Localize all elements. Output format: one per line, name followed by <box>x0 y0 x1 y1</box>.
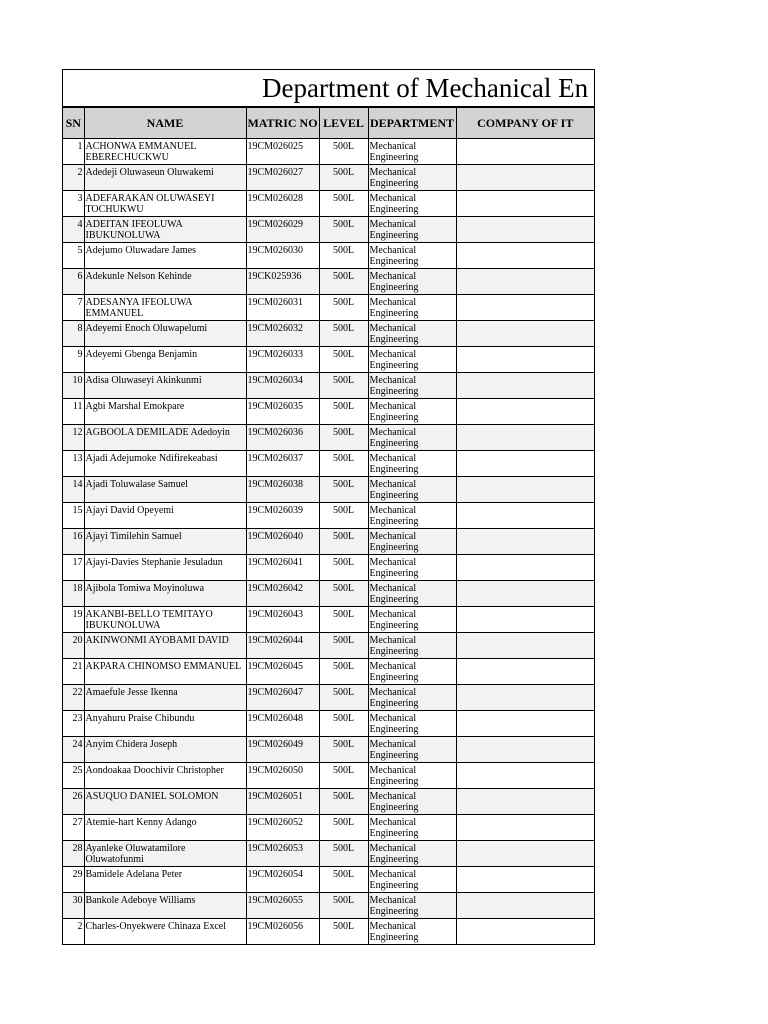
cell-name: Bankole Adeboye Williams <box>84 893 246 919</box>
cell-name: Anyim Chidera Joseph <box>84 737 246 763</box>
cell-department: Mechanical Engineering <box>368 191 456 217</box>
table-row <box>63 295 594 321</box>
cell-matric-no: 19CM026051 <box>246 789 319 815</box>
cell-company <box>456 685 594 711</box>
cell-department: Mechanical Engineering <box>368 399 456 425</box>
cell-level: 500L <box>319 139 368 165</box>
cell-level: 500L <box>319 243 368 269</box>
cell-department: Mechanical Engineering <box>368 295 456 321</box>
cell-sn: 28 <box>63 841 84 867</box>
cell-matric-no: 19CM026049 <box>246 737 319 763</box>
cell-name: Adekunle Nelson Kehinde <box>84 269 246 295</box>
title-row <box>63 69 594 107</box>
spreadsheet <box>62 69 595 945</box>
cell-sn: 26 <box>63 789 84 815</box>
cell-level: 500L <box>319 737 368 763</box>
header-company: COMPANY OF IT <box>456 108 594 139</box>
cell-name: Bamidele Adelana Peter <box>84 867 246 893</box>
table-row <box>63 893 594 919</box>
cell-matric-no: 19CM026036 <box>246 425 319 451</box>
cell-matric-no: 19CM026037 <box>246 451 319 477</box>
cell-level: 500L <box>319 165 368 191</box>
cell-matric-no: 19CM026044 <box>246 633 319 659</box>
cell-sn: 29 <box>63 867 84 893</box>
table-row <box>63 633 594 659</box>
table-row <box>63 243 594 269</box>
cell-name: Aondoakaa Doochivir Christopher <box>84 763 246 789</box>
table-row <box>63 321 594 347</box>
cell-company <box>456 737 594 763</box>
cell-matric-no: 19CM026047 <box>246 685 319 711</box>
header-level: LEVEL <box>319 108 368 139</box>
cell-name: Agbi Marshal Emokpare <box>84 399 246 425</box>
table-row <box>63 685 594 711</box>
cell-name: Anyahuru Praise Chibundu <box>84 711 246 737</box>
table-row <box>63 503 594 529</box>
cell-level: 500L <box>319 373 368 399</box>
table-row <box>63 607 594 633</box>
table-row <box>63 711 594 737</box>
cell-matric-no: 19CM026053 <box>246 841 319 867</box>
table-row <box>63 529 594 555</box>
cell-company <box>456 243 594 269</box>
cell-sn: 30 <box>63 893 84 919</box>
cell-department: Mechanical Engineering <box>368 503 456 529</box>
cell-company <box>456 633 594 659</box>
cell-department: Mechanical Engineering <box>368 633 456 659</box>
cell-level: 500L <box>319 425 368 451</box>
cell-department: Mechanical Engineering <box>368 867 456 893</box>
cell-department: Mechanical Engineering <box>368 607 456 633</box>
cell-level: 500L <box>319 217 368 243</box>
header-matric-no: MATRIC NO <box>246 108 319 139</box>
cell-level: 500L <box>319 711 368 737</box>
cell-name: Ajayi Timilehin Samuel <box>84 529 246 555</box>
cell-sn: 1 <box>63 139 84 165</box>
cell-department: Mechanical Engineering <box>368 425 456 451</box>
cell-matric-no: 19CK025936 <box>246 269 319 295</box>
page-title: Department of Mechanical En <box>262 73 589 103</box>
cell-name: AKANBI-BELLO TEMITAYO IBUKUNOLUWA <box>84 607 246 633</box>
cell-name: ACHONWA EMMANUEL EBERECHUCKWU <box>84 139 246 165</box>
cell-level: 500L <box>319 815 368 841</box>
cell-matric-no: 19CM026032 <box>246 321 319 347</box>
cell-name: Ajadi Adejumoke Ndifirekeabasi <box>84 451 246 477</box>
cell-department: Mechanical Engineering <box>368 815 456 841</box>
table-row <box>63 789 594 815</box>
table-row <box>63 763 594 789</box>
table-row <box>63 919 594 945</box>
cell-company <box>456 347 594 373</box>
cell-level: 500L <box>319 919 368 945</box>
cell-department: Mechanical Engineering <box>368 893 456 919</box>
cell-level: 500L <box>319 633 368 659</box>
cell-name: Atemie-hart Kenny Adango <box>84 815 246 841</box>
cell-company <box>456 321 594 347</box>
cell-company <box>456 295 594 321</box>
cell-level: 500L <box>319 399 368 425</box>
cell-company <box>456 607 594 633</box>
cell-department: Mechanical Engineering <box>368 581 456 607</box>
cell-level: 500L <box>319 763 368 789</box>
cell-department: Mechanical Engineering <box>368 477 456 503</box>
cell-level: 500L <box>319 659 368 685</box>
cell-sn: 16 <box>63 529 84 555</box>
cell-level: 500L <box>319 867 368 893</box>
cell-company <box>456 841 594 867</box>
cell-level: 500L <box>319 321 368 347</box>
cell-name: ADESANYA IFEOLUWA EMMANUEL <box>84 295 246 321</box>
table-row <box>63 217 594 243</box>
cell-department: Mechanical Engineering <box>368 373 456 399</box>
cell-matric-no: 19CM026042 <box>246 581 319 607</box>
cell-company <box>456 191 594 217</box>
cell-name: Adeyemi Enoch Oluwapelumi <box>84 321 246 347</box>
cell-matric-no: 19CM026056 <box>246 919 319 945</box>
cell-company <box>456 867 594 893</box>
cell-sn: 11 <box>63 399 84 425</box>
cell-department: Mechanical Engineering <box>368 919 456 945</box>
cell-company <box>456 425 594 451</box>
cell-company <box>456 451 594 477</box>
cell-name: Adisa Oluwaseyi Akinkunmi <box>84 373 246 399</box>
cell-matric-no: 19CM026052 <box>246 815 319 841</box>
cell-matric-no: 19CM026043 <box>246 607 319 633</box>
table-row <box>63 139 594 165</box>
cell-name: Adeyemi Gbenga Benjamin <box>84 347 246 373</box>
cell-sn: 12 <box>63 425 84 451</box>
cell-company <box>456 815 594 841</box>
cell-company <box>456 763 594 789</box>
cell-name: ASUQUO DANIEL SOLOMON <box>84 789 246 815</box>
cell-matric-no: 19CM026045 <box>246 659 319 685</box>
cell-sn: 21 <box>63 659 84 685</box>
cell-name: Ajibola Tomiwa Moyinoluwa <box>84 581 246 607</box>
cell-matric-no: 19CM026038 <box>246 477 319 503</box>
cell-matric-no: 19CM026055 <box>246 893 319 919</box>
cell-matric-no: 19CM026034 <box>246 373 319 399</box>
cell-level: 500L <box>319 789 368 815</box>
cell-name: Ajayi David Opeyemi <box>84 503 246 529</box>
cell-matric-no: 19CM026031 <box>246 295 319 321</box>
table-row <box>63 191 594 217</box>
cell-level: 500L <box>319 269 368 295</box>
cell-department: Mechanical Engineering <box>368 711 456 737</box>
cell-company <box>456 919 594 945</box>
cell-matric-no: 19CM026040 <box>246 529 319 555</box>
cell-level: 500L <box>319 295 368 321</box>
cell-name: ADEFARAKAN OLUWASEYI TOCHUKWU <box>84 191 246 217</box>
cell-sn: 22 <box>63 685 84 711</box>
cell-department: Mechanical Engineering <box>368 789 456 815</box>
cell-sn: 25 <box>63 763 84 789</box>
cell-company <box>456 217 594 243</box>
cell-matric-no: 19CM026029 <box>246 217 319 243</box>
cell-department: Mechanical Engineering <box>368 139 456 165</box>
cell-sn: 2 <box>63 919 84 945</box>
cell-level: 500L <box>319 685 368 711</box>
cell-company <box>456 529 594 555</box>
cell-sn: 7 <box>63 295 84 321</box>
cell-name: AKINWONMI AYOBAMI DAVID <box>84 633 246 659</box>
table-row <box>63 867 594 893</box>
table-row <box>63 373 594 399</box>
cell-company <box>456 555 594 581</box>
cell-sn: 24 <box>63 737 84 763</box>
table-row <box>63 269 594 295</box>
cell-sn: 6 <box>63 269 84 295</box>
table-body <box>63 139 594 945</box>
cell-company <box>456 581 594 607</box>
cell-department: Mechanical Engineering <box>368 763 456 789</box>
cell-company <box>456 477 594 503</box>
cell-name: Charles-Onyekwere Chinaza Excel <box>84 919 246 945</box>
cell-level: 500L <box>319 451 368 477</box>
header-department: DEPARTMENT <box>368 108 456 139</box>
cell-sn: 8 <box>63 321 84 347</box>
cell-level: 500L <box>319 503 368 529</box>
cell-sn: 23 <box>63 711 84 737</box>
cell-company <box>456 789 594 815</box>
cell-name: Amaefule Jesse Ikenna <box>84 685 246 711</box>
cell-company <box>456 893 594 919</box>
cell-company <box>456 165 594 191</box>
cell-sn: 3 <box>63 191 84 217</box>
cell-matric-no: 19CM026033 <box>246 347 319 373</box>
cell-matric-no: 19CM026035 <box>246 399 319 425</box>
cell-company <box>456 269 594 295</box>
table-row <box>63 659 594 685</box>
cell-matric-no: 19CM026030 <box>246 243 319 269</box>
header-sn: SN <box>63 108 84 139</box>
cell-name: AKPARA CHINOMSO EMMANUEL <box>84 659 246 685</box>
cell-level: 500L <box>319 477 368 503</box>
cell-name: Adedeji Oluwaseun Oluwakemi <box>84 165 246 191</box>
cell-sn: 20 <box>63 633 84 659</box>
cell-level: 500L <box>319 607 368 633</box>
cell-department: Mechanical Engineering <box>368 347 456 373</box>
cell-company <box>456 659 594 685</box>
cell-level: 500L <box>319 529 368 555</box>
cell-sn: 18 <box>63 581 84 607</box>
cell-sn: 4 <box>63 217 84 243</box>
table-row <box>63 399 594 425</box>
table-row <box>63 841 594 867</box>
cell-sn: 5 <box>63 243 84 269</box>
cell-level: 500L <box>319 191 368 217</box>
cell-level: 500L <box>319 347 368 373</box>
cell-matric-no: 19CM026048 <box>246 711 319 737</box>
cell-name: Ajadi Toluwalase Samuel <box>84 477 246 503</box>
cell-matric-no: 19CM026025 <box>246 139 319 165</box>
header-row <box>63 108 594 139</box>
header-name: NAME <box>84 108 246 139</box>
cell-matric-no: 19CM026054 <box>246 867 319 893</box>
table-row <box>63 165 594 191</box>
cell-department: Mechanical Engineering <box>368 243 456 269</box>
cell-name: Ajayi-Davies Stephanie Jesuladun <box>84 555 246 581</box>
students-table <box>63 107 594 945</box>
table-row <box>63 737 594 763</box>
cell-level: 500L <box>319 841 368 867</box>
cell-sn: 9 <box>63 347 84 373</box>
table-row <box>63 581 594 607</box>
cell-company <box>456 503 594 529</box>
cell-company <box>456 373 594 399</box>
cell-name: ADEITAN IFEOLUWA IBUKUNOLUWA <box>84 217 246 243</box>
cell-department: Mechanical Engineering <box>368 217 456 243</box>
cell-name: Adejumo Oluwadare James <box>84 243 246 269</box>
cell-matric-no: 19CM026050 <box>246 763 319 789</box>
cell-company <box>456 139 594 165</box>
cell-sn: 10 <box>63 373 84 399</box>
cell-department: Mechanical Engineering <box>368 659 456 685</box>
cell-name: Ayanleke Oluwatamilore Oluwatofunmi <box>84 841 246 867</box>
cell-name: AGBOOLA DEMILADE Adedoyin <box>84 425 246 451</box>
table-row <box>63 425 594 451</box>
cell-department: Mechanical Engineering <box>368 321 456 347</box>
cell-department: Mechanical Engineering <box>368 165 456 191</box>
cell-sn: 13 <box>63 451 84 477</box>
table-row <box>63 477 594 503</box>
cell-department: Mechanical Engineering <box>368 737 456 763</box>
cell-sn: 14 <box>63 477 84 503</box>
cell-level: 500L <box>319 581 368 607</box>
cell-sn: 17 <box>63 555 84 581</box>
table-row <box>63 347 594 373</box>
cell-company <box>456 711 594 737</box>
cell-level: 500L <box>319 893 368 919</box>
table-row <box>63 451 594 477</box>
cell-department: Mechanical Engineering <box>368 555 456 581</box>
cell-sn: 27 <box>63 815 84 841</box>
cell-department: Mechanical Engineering <box>368 685 456 711</box>
cell-sn: 19 <box>63 607 84 633</box>
cell-company <box>456 399 594 425</box>
cell-department: Mechanical Engineering <box>368 451 456 477</box>
cell-matric-no: 19CM026028 <box>246 191 319 217</box>
cell-department: Mechanical Engineering <box>368 529 456 555</box>
cell-matric-no: 19CM026027 <box>246 165 319 191</box>
table-row <box>63 555 594 581</box>
cell-matric-no: 19CM026039 <box>246 503 319 529</box>
cell-department: Mechanical Engineering <box>368 269 456 295</box>
cell-department: Mechanical Engineering <box>368 841 456 867</box>
cell-level: 500L <box>319 555 368 581</box>
cell-sn: 2 <box>63 165 84 191</box>
cell-sn: 15 <box>63 503 84 529</box>
cell-matric-no: 19CM026041 <box>246 555 319 581</box>
table-row <box>63 815 594 841</box>
